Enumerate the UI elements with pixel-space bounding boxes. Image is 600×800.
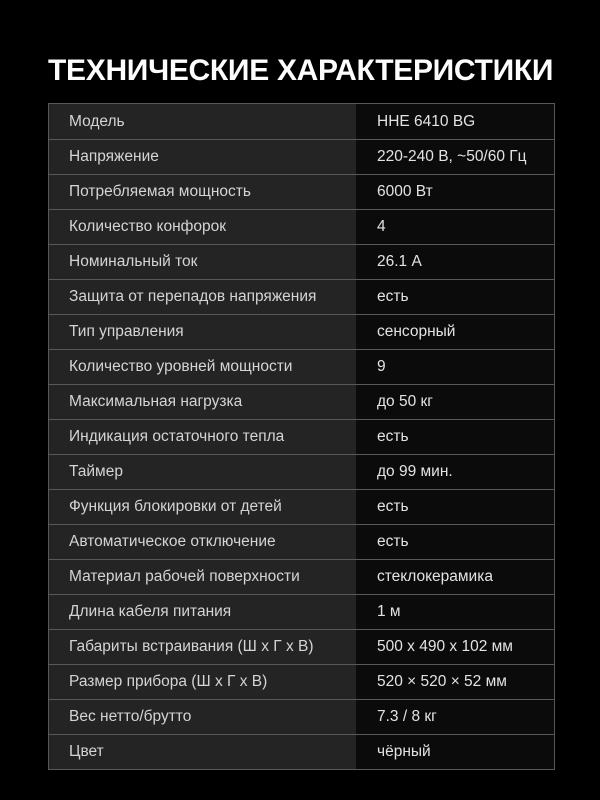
- spec-label: Напряжение: [49, 140, 356, 174]
- table-row: [49, 559, 554, 594]
- spec-value: сенсорный: [356, 315, 554, 349]
- spec-value: до 50 кг: [356, 385, 554, 419]
- table-row: [49, 209, 554, 244]
- spec-label: Материал рабочей поверхности: [49, 560, 356, 594]
- spec-value: HHE 6410 BG: [356, 104, 554, 139]
- table-row: [49, 664, 554, 699]
- spec-value: 4: [356, 210, 554, 244]
- spec-value: 26.1 А: [356, 245, 554, 279]
- spec-label: Количество конфорок: [49, 210, 356, 244]
- table-row: [49, 349, 554, 384]
- table-row: [49, 489, 554, 524]
- spec-value: 7.3 / 8 кг: [356, 700, 554, 734]
- spec-label: Потребляемая мощность: [49, 175, 356, 209]
- table-row: [49, 594, 554, 629]
- spec-label: Максимальная нагрузка: [49, 385, 356, 419]
- table-row: [49, 629, 554, 664]
- table-row: [49, 279, 554, 314]
- spec-label: Функция блокировки от детей: [49, 490, 356, 524]
- spec-value: 500 х 490 х 102 мм: [356, 630, 554, 664]
- table-row: [49, 419, 554, 454]
- spec-label: Таймер: [49, 455, 356, 489]
- spec-value: есть: [356, 525, 554, 559]
- spec-table: [48, 103, 555, 770]
- spec-value: 6000 Вт: [356, 175, 554, 209]
- spec-label: Защита от перепадов напряжения: [49, 280, 356, 314]
- table-row: [49, 314, 554, 349]
- table-row: [49, 174, 554, 209]
- table-row: [49, 524, 554, 559]
- spec-label: Автоматическое отключение: [49, 525, 356, 559]
- spec-value: есть: [356, 280, 554, 314]
- spec-label: Цвет: [49, 735, 356, 769]
- spec-label: Тип управления: [49, 315, 356, 349]
- spec-label: Номинальный ток: [49, 245, 356, 279]
- spec-label: Вес нетто/брутто: [49, 700, 356, 734]
- spec-value: до 99 мин.: [356, 455, 554, 489]
- table-row: [49, 454, 554, 489]
- spec-value: стеклокерамика: [356, 560, 554, 594]
- table-row: [49, 139, 554, 174]
- table-row: [49, 244, 554, 279]
- spec-label: Количество уровней мощности: [49, 350, 356, 384]
- spec-value: есть: [356, 420, 554, 454]
- table-row: [49, 699, 554, 734]
- spec-value: 220-240 В, ~50/60 Гц: [356, 140, 554, 174]
- spec-label: Длина кабеля питания: [49, 595, 356, 629]
- table-row: [49, 734, 554, 769]
- spec-label: Индикация остаточного тепла: [49, 420, 356, 454]
- spec-value: чёрный: [356, 735, 554, 769]
- spec-label: Размер прибора (Ш х Г х В): [49, 665, 356, 699]
- table-row: [49, 104, 554, 139]
- table-row: [49, 384, 554, 419]
- page-title: ТЕХНИЧЕСКИЕ ХАРАКТЕРИСТИКИ: [48, 54, 554, 87]
- spec-value: есть: [356, 490, 554, 524]
- spec-value: 9: [356, 350, 554, 384]
- spec-label: Габариты встраивания (Ш х Г х В): [49, 630, 356, 664]
- spec-value: 520 × 520 × 52 мм: [356, 665, 554, 699]
- spec-value: 1 м: [356, 595, 554, 629]
- spec-label: Модель: [49, 104, 356, 139]
